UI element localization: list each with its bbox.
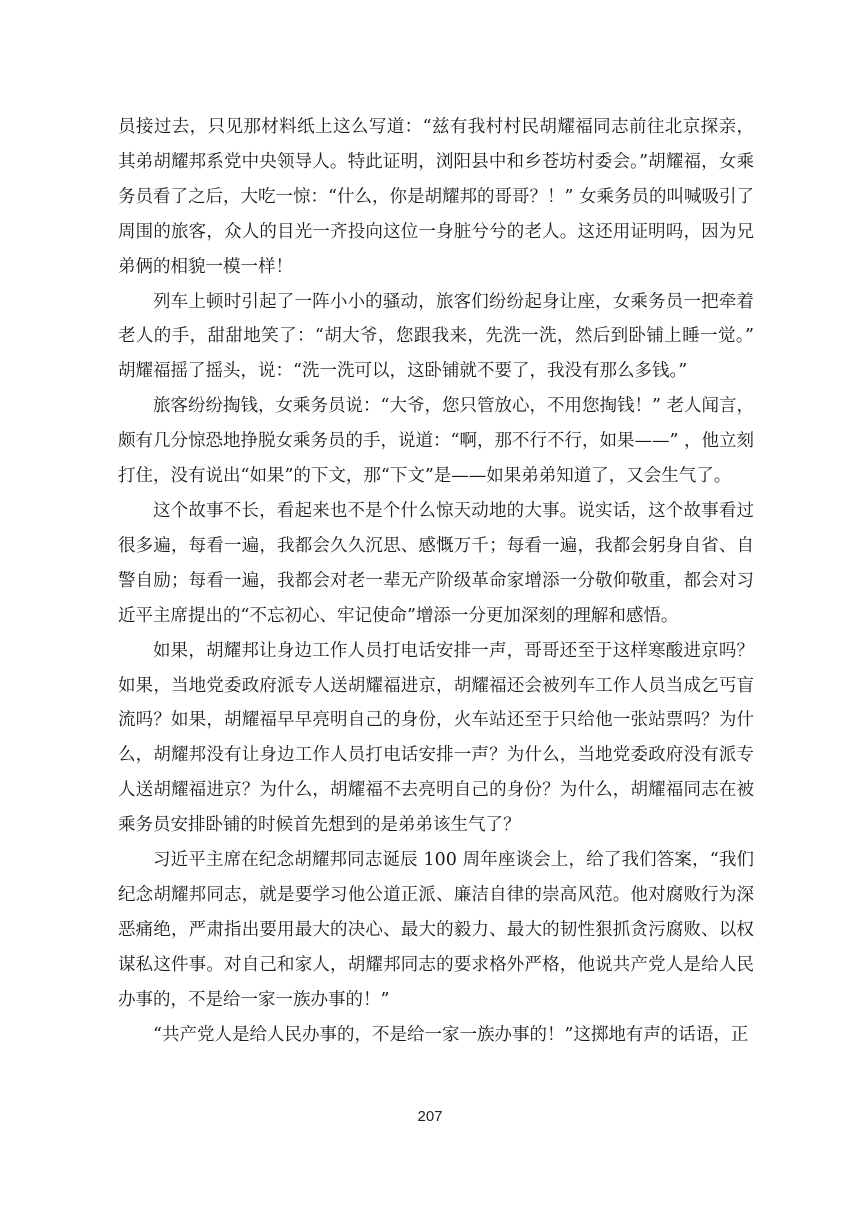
page-number: 207 (417, 1108, 443, 1125)
paragraph: 这个故事不长，看起来也不是个什么惊天动地的大事。说实话，这个故事看过很多遍，每看一遍，我都会久久沉思、感慨万千；每看一遍，我都会躬身自省、自警自励；每看一遍，我都会对老一辈无产阶级革命家增添一分敬仰敬重，都会对习近平主席提出的“不忘初心、牢记使命”增添一分更加深刻的理解和感悟。 (118, 500, 754, 626)
paragraph: 习近平主席在纪念胡耀邦同志诞辰 100 周年座谈会上，给了我们答案，“我们纪念胡耀邦同志，就是要学习他公道正派、廉洁自律的崇高风范。他对腐败行为深恶痛绝，严肃指出要用最大的决心、最大的毅力、最大的韧性狠抓贪污腐败、以权谋私这件事。对自己和家人，胡耀邦同志的要求格外严格，他说共产党人是给人民办事的，不是给一家一族办事的！” (118, 850, 754, 1010)
paragraph: 如果，胡耀邦让身边工作人员打电话安排一声，哥哥还至于这样寒酸进京吗？如果，当地党委政府派专人送胡耀福进京，胡耀福还会被列车工作人员当成乞丐盲流吗？如果，胡耀福早早亮明自己的身份，火车站还至于只给他一张站票吗？为什么，胡耀邦没有让身边工作人员打电话安排一声？为什么，当地党委政府没有派专人送胡耀福进京？为什么，胡耀福不去亮明自己的身份？为什么，胡耀福同志在被乘务员安排卧铺的时候首先想到的是弟弟该生气了？ (118, 640, 754, 836)
body-text (118, 110, 754, 1052)
paragraph: 列车上顿时引起了一阵小小的骚动，旅客们纷纷起身让座，女乘务员一把牵着老人的手，甜甜地笑了：“胡大爷，您跟我来，先洗一洗，然后到卧铺上睡一觉。” 胡耀福摇了摇头，说：“洗一洗可以，这卧铺就不要了，我没有那么多钱。” (118, 291, 754, 382)
paragraph: 旅客纷纷掏钱，女乘务员说：“大爷，您只管放心，不用您掏钱！” 老人闻言，颇有几分惊恐地挣脱女乘务员的手，说道：“啊，那不行不行，如果——” ，他立刻打住，没有说出“如果”的下文，那“下文”是——如果弟弟知道了，又会生气了。 (118, 396, 754, 487)
paragraph: “共产党人是给人民办事的，不是给一家一族办事的！”这掷地有声的话语，正 (153, 1024, 749, 1045)
paragraph: 员接过去，只见那材料纸上这么写道：“兹有我村村民胡耀福同志前往北京探亲，其弟胡耀邦系党中央领导人。特此证明，浏阳县中和乡苍坊村委会。”胡耀福，女乘务员看了之后，大吃一惊：“什么，你是胡耀邦的哥哥？！” 女乘务员的叫喊吸引了周围的旅客，众人的目光一齐投向这位一身脏兮兮的老人。这还用证明吗，因为兄弟俩的相貌一模一样！ (118, 117, 754, 277)
